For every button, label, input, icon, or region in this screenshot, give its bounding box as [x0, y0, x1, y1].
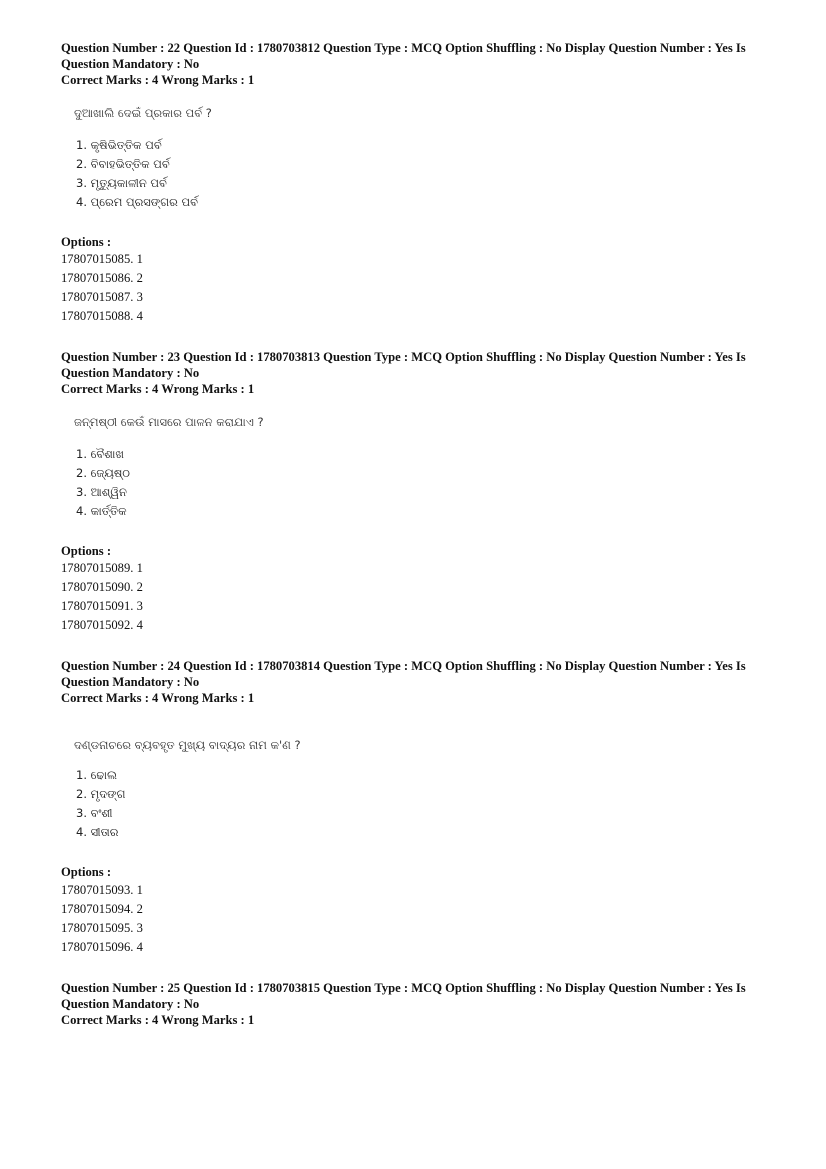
choice-list — [76, 445, 130, 521]
question-marks-line: Correct Marks : 4 Wrong Marks : 1 — [61, 382, 255, 396]
question-header-line1: Question Number : 24 Question Id : 1780703814 Question Type : MCQ Option Shuffling : No Display Question Number : Yes Is — [61, 659, 746, 673]
question-header-line2: Question Mandatory : No — [61, 57, 200, 71]
question-block-24 — [61, 658, 761, 958]
option-item: 17807015085. 1 — [61, 252, 143, 266]
option-item: 17807015088. 4 — [61, 309, 143, 323]
choice-item: 3. ବଂଶୀ — [76, 806, 113, 820]
choice-item: 4. କାର୍ତ୍ତିକ — [76, 504, 127, 518]
option-item: 17807015089. 1 — [61, 561, 143, 575]
choice-item: 3. ମୃତ୍ୟୁକାଳୀନ ପର୍ବ — [76, 176, 167, 190]
option-item: 17807015095. 3 — [61, 921, 143, 935]
option-item: 17807015087. 3 — [61, 290, 143, 304]
options-label: Options : — [61, 544, 112, 558]
choice-item: 1. ବୈଶାଖ — [76, 447, 125, 461]
options-list — [61, 881, 143, 957]
choice-list — [76, 136, 198, 212]
question-header-line2: Question Mandatory : No — [61, 997, 200, 1011]
option-item: 17807015092. 4 — [61, 618, 143, 632]
question-marks-line: Correct Marks : 4 Wrong Marks : 1 — [61, 73, 255, 87]
question-header-line2: Question Mandatory : No — [61, 366, 200, 380]
option-item: 17807015096. 4 — [61, 940, 143, 954]
options-list — [61, 559, 143, 635]
option-item: 17807015090. 2 — [61, 580, 143, 594]
question-block-25 — [61, 980, 761, 1040]
options-label: Options : — [61, 235, 112, 249]
choice-item: 1. ଢୋଲ — [76, 768, 117, 782]
question-stem: ଦୁଆଖାଲି ଦେଇଁ ପ୍ରକାର ପର୍ବ ? — [74, 106, 212, 120]
option-item: 17807015091. 3 — [61, 599, 143, 613]
options-list — [61, 250, 143, 326]
question-header-line1: Question Number : 25 Question Id : 1780703815 Question Type : MCQ Option Shuffling : No Display Question Number : Yes Is — [61, 981, 746, 995]
question-block-23 — [61, 349, 761, 639]
question-stem: ଦଣ୍ଡନାଚରେ ବ୍ୟବହୃତ ମୁଖ୍ୟ ବାଦ୍ୟର ନାମ କ'ଣ ? — [74, 738, 301, 752]
choice-item: 2. ଜ୍ୟେଷ୍ଠ — [76, 466, 130, 480]
option-item: 17807015086. 2 — [61, 271, 143, 285]
choice-item: 2. ମୃଦଙ୍ଗ — [76, 787, 126, 801]
choice-list — [76, 766, 126, 842]
choice-item: 3. ଆଶ୍ୱିନ — [76, 485, 127, 499]
question-header-line1: Question Number : 22 Question Id : 1780703812 Question Type : MCQ Option Shuffling : No Display Question Number : Yes Is — [61, 41, 746, 55]
choice-item: 2. ବିବାହଭିତ୍ତିକ ପର୍ବ — [76, 157, 170, 171]
question-stem: ଜନ୍ମଷ୍ଠୀ କେଉଁ ମାସରେ ପାଳନ କରାଯାଏ ? — [74, 415, 264, 429]
choice-item: 4. ସୀତାର — [76, 825, 119, 839]
question-header-line2: Question Mandatory : No — [61, 675, 200, 689]
option-item: 17807015093. 1 — [61, 883, 143, 897]
choice-item: 4. ପ୍ରେମ ପ୍ରସଙ୍ଗର ପର୍ବ — [76, 195, 198, 209]
choice-item: 1. କୃଷିଭିତ୍ତିକ ପର୍ବ — [76, 138, 162, 152]
question-marks-line: Correct Marks : 4 Wrong Marks : 1 — [61, 1013, 255, 1027]
question-marks-line: Correct Marks : 4 Wrong Marks : 1 — [61, 691, 255, 705]
option-item: 17807015094. 2 — [61, 902, 143, 916]
question-block-22 — [61, 40, 761, 330]
question-header-line1: Question Number : 23 Question Id : 1780703813 Question Type : MCQ Option Shuffling : No Display Question Number : Yes Is — [61, 350, 746, 364]
options-label: Options : — [61, 865, 112, 879]
